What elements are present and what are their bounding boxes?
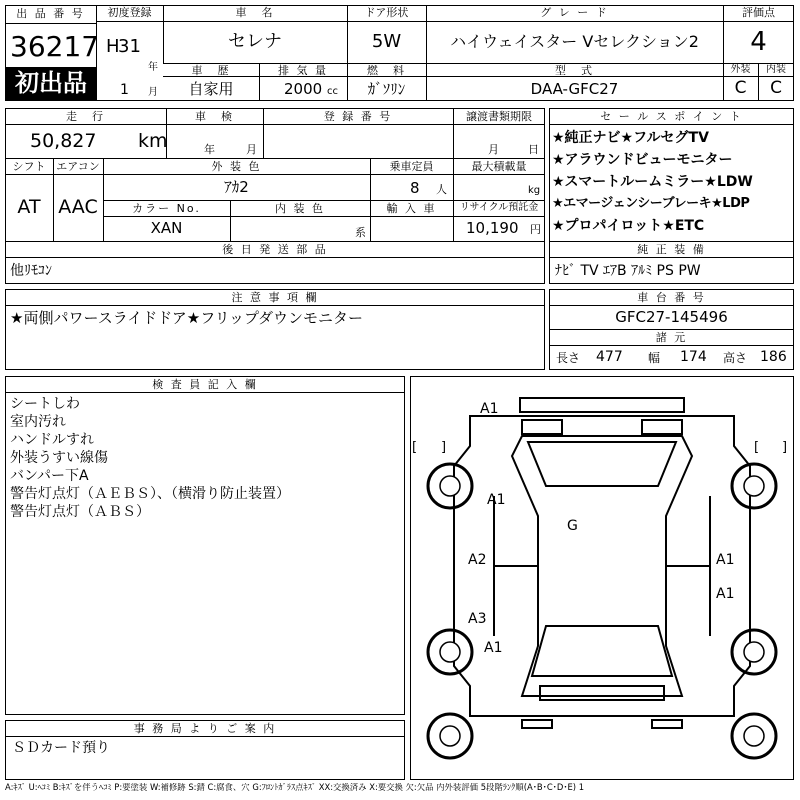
interior-color-unit: 系 — [355, 226, 366, 239]
model: DAA-GFC27 — [530, 80, 619, 98]
reg-year: 31 — [118, 36, 141, 57]
sales-points — [552, 127, 792, 237]
sales-point: ★アラウンドビューモニター — [552, 152, 733, 168]
height: 186 — [760, 349, 787, 365]
displacement-unit: cc — [327, 86, 338, 97]
interior-label: 内装 — [766, 64, 786, 75]
damage-mark: A2 — [468, 552, 487, 568]
first-reg-label: 初度登録 — [107, 6, 152, 19]
capacity-label: 乗車定員 — [389, 160, 434, 173]
damage-mark: A1 — [716, 552, 735, 568]
reg-month: 1 — [120, 82, 129, 98]
ac-label: エアコン — [56, 160, 100, 173]
bracket-right: ] — [782, 440, 788, 455]
door-label: ドア形状 — [364, 6, 409, 19]
car-name: セレナ — [228, 31, 282, 52]
inspection-label: 車 検 — [195, 110, 234, 123]
capacity-unit: 人 — [436, 183, 447, 196]
color-no: XAN — [150, 219, 183, 237]
interior-color-label: 内 装 色 — [275, 202, 325, 215]
displacement: 2000 — [284, 80, 323, 98]
color: ｱｶ2 — [224, 178, 249, 196]
grade: ハイウェイスター Vセレクション2 — [450, 32, 699, 51]
reg-year-unit: 年 — [148, 62, 158, 73]
grade-label: グ レ ー ド — [540, 6, 609, 19]
shift: AT — [17, 196, 41, 218]
door-type: 5W — [371, 31, 402, 52]
inspector-notes — [10, 395, 400, 521]
windshield — [528, 442, 676, 486]
cabin-outline — [512, 436, 692, 696]
inspector-label: 検 査 員 記 入 欄 — [152, 378, 258, 391]
listing-number: 36217 — [10, 30, 100, 63]
damage-mark: A1 — [487, 492, 506, 508]
sales-label: セ ー ル ス ポ イ ン ト — [600, 110, 743, 123]
first-listing-badge: 初出品 — [6, 67, 96, 100]
mileage-label: 走 行 — [66, 110, 105, 123]
history-label: 車 歴 — [191, 64, 231, 77]
mileage: 50,827 — [30, 130, 97, 152]
length: 477 — [596, 349, 623, 365]
inspector-note: ハンドルすれ — [10, 432, 94, 448]
transfer-month-unit: 月 — [488, 143, 499, 156]
history: 自家用 — [188, 80, 234, 98]
bracket-left: [ — [412, 440, 418, 455]
reg-no-label: 登 録 番 号 — [323, 110, 393, 123]
model-label: 型 式 — [555, 64, 594, 77]
caution-label: 注 意 事 項 欄 — [231, 291, 319, 304]
insp-year-unit: 年 — [204, 143, 215, 156]
inspector-note: 警告灯点灯（ＡＥＢＳ）、（横滑り防止装置） — [10, 486, 290, 502]
color-label: 外 装 色 — [211, 160, 262, 173]
later-parts-label: 後 日 発 送 部 品 — [222, 243, 328, 256]
era: H — [106, 36, 120, 57]
legend: A:ｷｽﾞ U:ﾍｺﾐ B:ｷｽﾞを伴うﾍｺﾐ P:要塗装 W:補修跡 S:錆 C:腐食、穴 G:ﾌﾛﾝﾄｶﾞﾗｽ点ｷｽﾞ XX:交換済み X:要交換 欠:欠品 内外装評価 5段階ﾗﾝｸ順(A･B･C･D･E) 1 — [5, 783, 585, 792]
office-text: ＳＤカード預り — [12, 740, 110, 756]
exterior-grade: C — [734, 78, 747, 98]
shift-label: シフト — [12, 160, 46, 173]
displacement-label: 排 気 量 — [278, 64, 328, 77]
width-label: 幅 — [648, 351, 661, 365]
height-label: 高さ — [723, 351, 748, 365]
car-name-label: 車 名 — [235, 6, 275, 19]
damage-mark: A1 — [716, 586, 735, 602]
load-unit: kg — [528, 185, 541, 196]
load-label: 最大積載量 — [471, 160, 527, 173]
fuel-label: 燃 料 — [367, 64, 406, 77]
exterior-label: 外装 — [730, 64, 751, 75]
equipment-label: 純 正 装 備 — [637, 243, 706, 256]
interior-grade: C — [770, 78, 782, 98]
inspector-note: バンパー下A — [10, 468, 89, 484]
recycle-unit: 円 — [530, 223, 541, 236]
fuel: ｶﾞｿﾘﾝ — [367, 80, 406, 98]
bracket-left: ] — [441, 440, 447, 455]
transfer-day-unit: 日 — [528, 143, 539, 156]
listing-no-label: 出 品 番 号 — [16, 7, 85, 20]
length-label: 長さ — [556, 351, 581, 365]
specs-label: 諸 元 — [655, 331, 688, 344]
color-no-label: カラー No. — [132, 202, 201, 215]
damage-mark: A1 — [484, 640, 503, 656]
insp-month-unit: 月 — [246, 143, 257, 156]
damage-mark: A1 — [480, 401, 499, 417]
recycle-amount: 10,190 — [466, 219, 519, 237]
sales-point: ★純正ナビ★フルセグTV — [552, 130, 709, 146]
bracket-right: [ — [754, 440, 760, 455]
width: 174 — [680, 349, 707, 365]
sales-point: ★スマートルームミラー★LDW — [552, 174, 753, 190]
ac: AAC — [58, 196, 98, 218]
recycle-label: リサイクル預託金 — [459, 202, 539, 213]
sales-point: ★プロパイロット★ETC — [552, 218, 705, 234]
inspector-note: 室内汚れ — [10, 414, 66, 430]
transfer-label: 譲渡書類期限 — [466, 110, 532, 123]
rear-window — [532, 626, 672, 676]
mileage-unit: km — [138, 130, 168, 152]
score: 4 — [750, 27, 767, 57]
capacity: 8 — [410, 179, 420, 197]
equipment: ﾅﾋﾞ TV ｴｱB ｱﾙﾐ PS PW — [555, 263, 701, 279]
inspector-note: シートしわ — [10, 396, 80, 412]
office-label: 事 務 局 よ り ご 案 内 — [133, 722, 277, 735]
damage-mark: A3 — [468, 611, 487, 627]
import-label: 輸 入 車 — [386, 202, 437, 215]
inspector-note: 外装うすい線傷 — [10, 450, 108, 466]
chassis-number: GFC27-145496 — [615, 308, 728, 326]
caution-text: ★両側パワースライドドア★フリップダウンモニター — [10, 309, 363, 327]
car-diagram — [410, 376, 794, 780]
score-label: 評価点 — [742, 6, 775, 19]
later-parts: 他ﾘﾓｺﾝ — [10, 263, 52, 279]
reg-month-unit: 月 — [148, 87, 158, 98]
damage-mark: G — [567, 518, 578, 534]
chassis-label: 車 台 番 号 — [637, 291, 706, 304]
inspector-note: 警告灯点灯（ＡＢＳ） — [10, 504, 150, 520]
sales-point: ★エマージェンシーブレーキ★LDP — [552, 196, 750, 211]
